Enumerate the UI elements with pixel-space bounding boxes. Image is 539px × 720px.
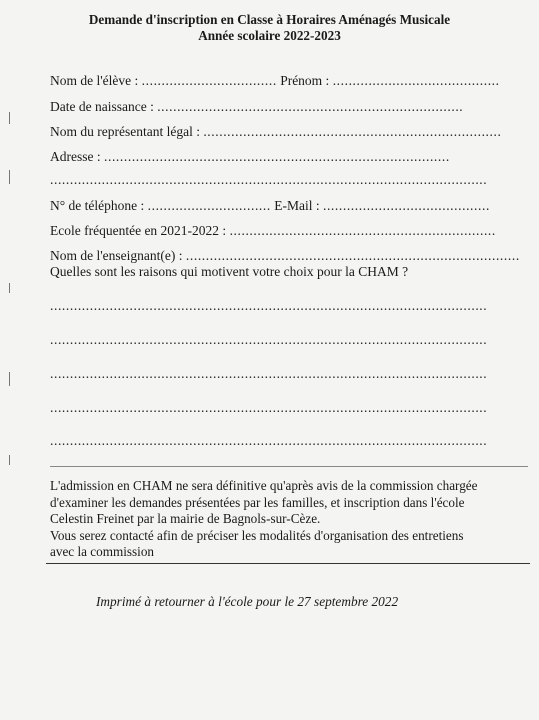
birth-date-blank[interactable]: ............................................................................. (157, 99, 464, 114)
field-phone-email (50, 198, 490, 214)
first-name-blank[interactable]: .......................................... (332, 73, 500, 88)
notice-line: avec la commission (50, 544, 155, 559)
margin-mark (9, 283, 10, 293)
school-year: Année scolaire 2022-2023 (198, 28, 341, 43)
phone-blank[interactable]: ............................... (147, 198, 271, 213)
answer-line[interactable]: .............................................................................................................. (50, 332, 488, 347)
motivation-question: Quelles sont les raisons qui motivent votre choix pour la CHAM ? (50, 264, 409, 279)
field-legal-guardian (50, 124, 501, 140)
notice-line: Celestin Freinet par la mairie de Bagnols-sur-Cèze. (50, 511, 321, 526)
separator-line (46, 563, 530, 564)
address-label: Adresse : (50, 149, 101, 164)
notice-line: d'examiner les demandes présentées par les familles, et inscription dans l'école (50, 494, 465, 510)
phone-label: N° de téléphone : (50, 198, 145, 213)
email-label: E-Mail : (274, 198, 320, 213)
form-header (0, 12, 539, 44)
margin-mark (9, 170, 10, 184)
email-blank[interactable]: .......................................... (322, 198, 490, 213)
birth-date-label: Date de naissance : (50, 99, 154, 114)
form-title: Demande d'inscription en Classe à Horaires Aménagés Musicale (88, 12, 451, 27)
field-birth-date (50, 99, 463, 115)
address-blank[interactable]: ....................................................................................... (104, 149, 450, 164)
student-name-blank[interactable]: .................................. (141, 73, 277, 88)
notice-line: L'admission en CHAM ne sera définitive qu'après avis de la commission chargée (50, 478, 478, 493)
student-name-label: Nom de l'élève : (50, 73, 139, 88)
teacher-label: Nom de l'enseignant(e) : (50, 248, 183, 263)
admission-notice (50, 478, 520, 561)
answer-line[interactable]: .............................................................................................................. (50, 298, 488, 313)
notice-line: Vous serez contacté afin de préciser les modalités d'organisation des entretiens (50, 527, 464, 543)
current-school-blank[interactable]: ................................................................... (229, 223, 496, 238)
answer-line[interactable]: .............................................................................................................. (50, 366, 488, 381)
answer-line[interactable]: .............................................................................................................. (50, 400, 488, 415)
margin-mark (9, 372, 10, 386)
teacher-blank[interactable]: .................................................................................... (185, 248, 520, 263)
field-student-name (50, 73, 500, 89)
legal-guardian-label: Nom du représentant légal : (50, 124, 200, 139)
first-name-label: Prénom : (280, 73, 330, 88)
margin-mark (9, 112, 10, 124)
field-current-school (50, 223, 496, 239)
margin-mark (9, 455, 10, 465)
address-blank-line-2[interactable]: .............................................................................................................. (50, 172, 488, 187)
current-school-label: Ecole fréquentée en 2021-2022 : (50, 223, 227, 238)
field-teacher (50, 248, 520, 264)
separator-line (50, 466, 528, 467)
field-address (50, 149, 450, 165)
legal-guardian-blank[interactable]: ........................................................................... (203, 124, 502, 139)
answer-line[interactable]: .............................................................................................................. (50, 433, 488, 448)
return-deadline-note: Imprimé à retourner à l'école pour le 27 septembre 2022 (96, 594, 399, 609)
